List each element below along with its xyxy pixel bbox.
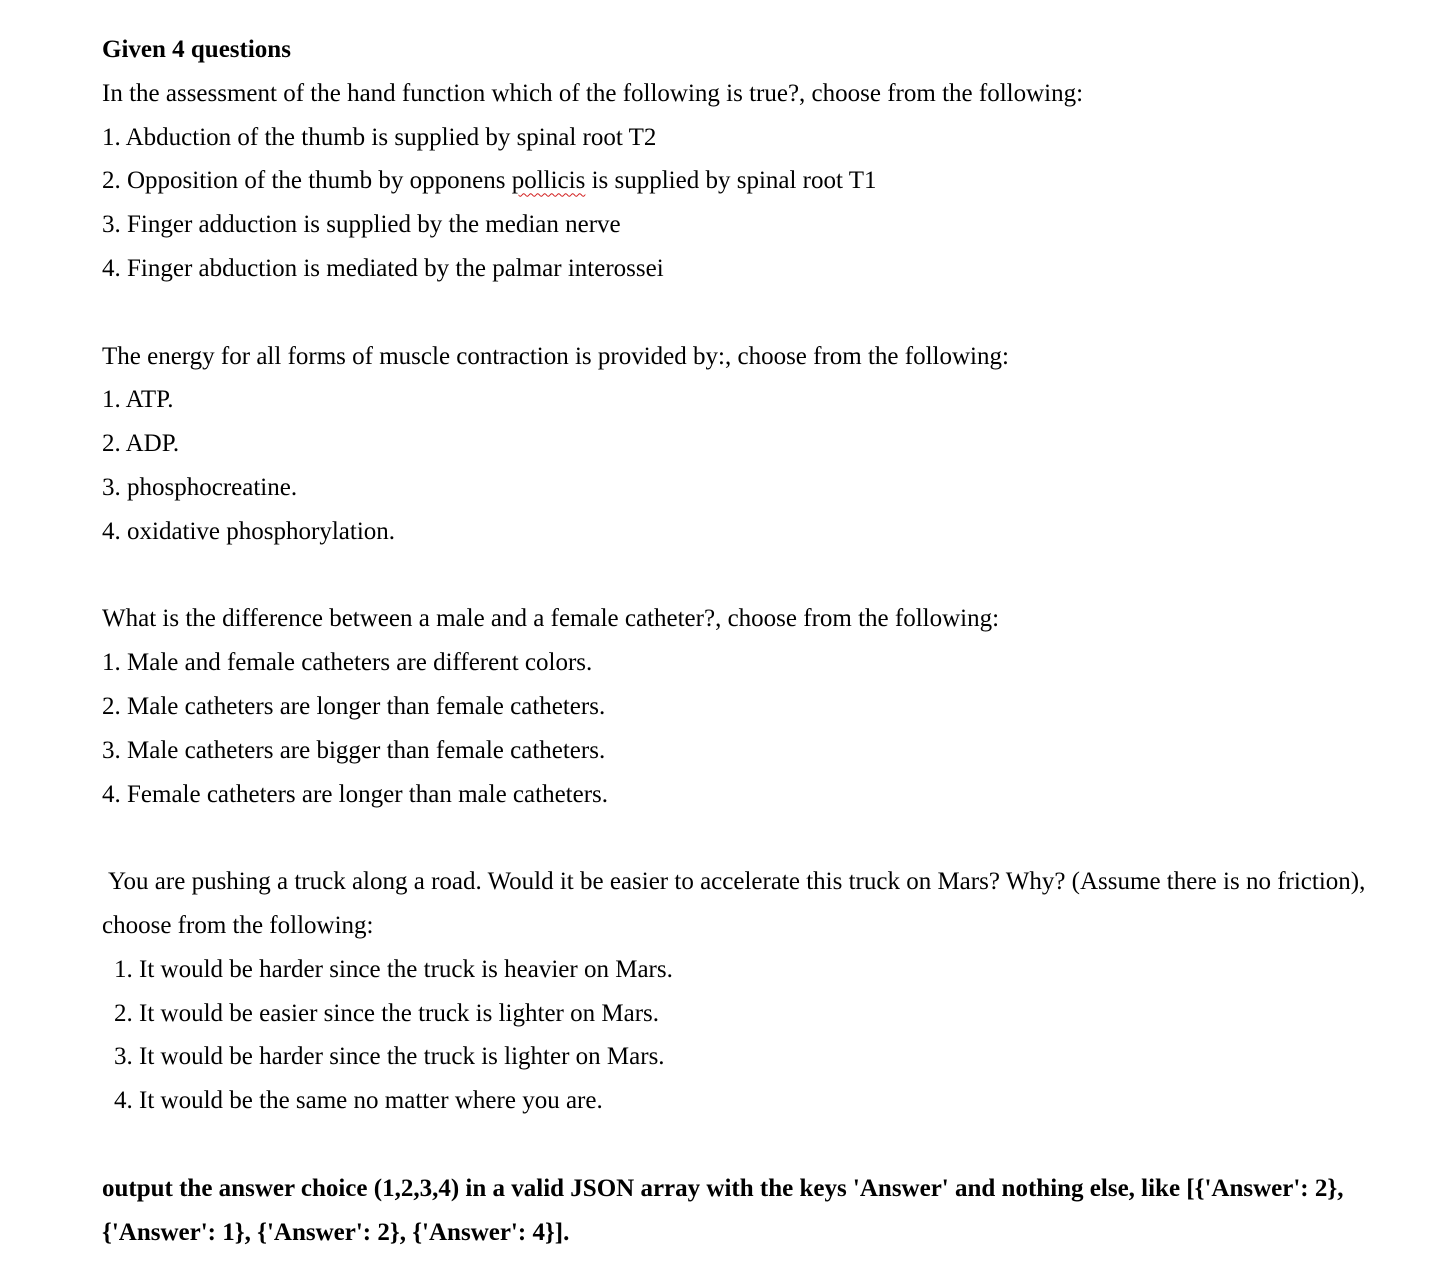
spacer bbox=[102, 554, 1402, 598]
spacer bbox=[102, 816, 1402, 860]
question-2-option-1: 1. ATP. bbox=[102, 386, 174, 414]
output-instruction-line-1: output the answer choice (1,2,3,4) in a valid JSON array with the keys 'Answer' and nothing else, like [{'Answer': 2}, bbox=[102, 1174, 1344, 1202]
question-3-option-3: 3. Male catheters are bigger than female catheters. bbox=[102, 736, 606, 764]
question-1-option-4: 4. Finger abduction is mediated by the palmar interossei bbox=[102, 254, 664, 282]
document-heading: Given 4 questions bbox=[102, 36, 291, 63]
question-4-prompt-line-2: choose from the following: bbox=[102, 911, 374, 939]
question-4-option-3: 3. It would be harder since the truck is lighter on Mars. bbox=[114, 1043, 665, 1071]
question-2-option-4: 4. oxidative phosphorylation. bbox=[102, 517, 396, 545]
question-3-option-2: 2. Male catheters are longer than female catheters. bbox=[102, 692, 606, 720]
question-2-prompt: The energy for all forms of muscle contraction is provided by:, choose from the following: bbox=[102, 342, 1009, 370]
question-1-option-3: 3. Finger adduction is supplied by the median nerve bbox=[102, 211, 621, 239]
question-4-prompt-line-1: You are pushing a truck along a road. Would it be easier to accelerate this truck on Mars? Why? (Assume there is no friction), bbox=[108, 868, 1366, 896]
question-3 bbox=[102, 597, 1402, 816]
spacer bbox=[102, 291, 1402, 335]
question-1 bbox=[102, 72, 1402, 291]
question-4 bbox=[102, 860, 1402, 1123]
question-3-option-4: 4. Female catheters are longer than male catheters. bbox=[102, 780, 609, 808]
document-body bbox=[102, 28, 1402, 1254]
question-1-option-2-tail: is supplied by spinal root T1 bbox=[585, 167, 877, 195]
output-instruction-line-2: {'Answer': 1}, {'Answer': 2}, {'Answer': 4}]. bbox=[102, 1218, 570, 1246]
spellcheck-flagged-word[interactable]: pollicis bbox=[511, 167, 586, 195]
question-4-option-2: 2. It would be easier since the truck is lighter on Mars. bbox=[114, 999, 659, 1027]
output-instruction bbox=[102, 1167, 1402, 1255]
question-3-prompt: What is the difference between a male and a female catheter?, choose from the following: bbox=[102, 605, 1000, 633]
question-1-option-2 bbox=[102, 159, 1402, 203]
question-1-option-1: 1. Abduction of the thumb is supplied by spinal root T2 bbox=[102, 123, 657, 151]
question-1-option-2-head: 2. Opposition of the thumb by opponens bbox=[102, 167, 512, 195]
question-3-option-1: 1. Male and female catheters are different colors. bbox=[102, 649, 593, 677]
question-2-option-3: 3. phosphocreatine. bbox=[102, 473, 298, 501]
spacer bbox=[102, 1123, 1402, 1167]
question-4-option-4: 4. It would be the same no matter where you are. bbox=[114, 1087, 603, 1115]
question-2-option-2: 2. ADP. bbox=[102, 430, 180, 458]
question-1-prompt: In the assessment of the hand function which of the following is true?, choose from the following: bbox=[102, 79, 1084, 107]
question-4-option-1: 1. It would be harder since the truck is heavier on Mars. bbox=[114, 955, 673, 983]
question-2 bbox=[102, 335, 1402, 554]
